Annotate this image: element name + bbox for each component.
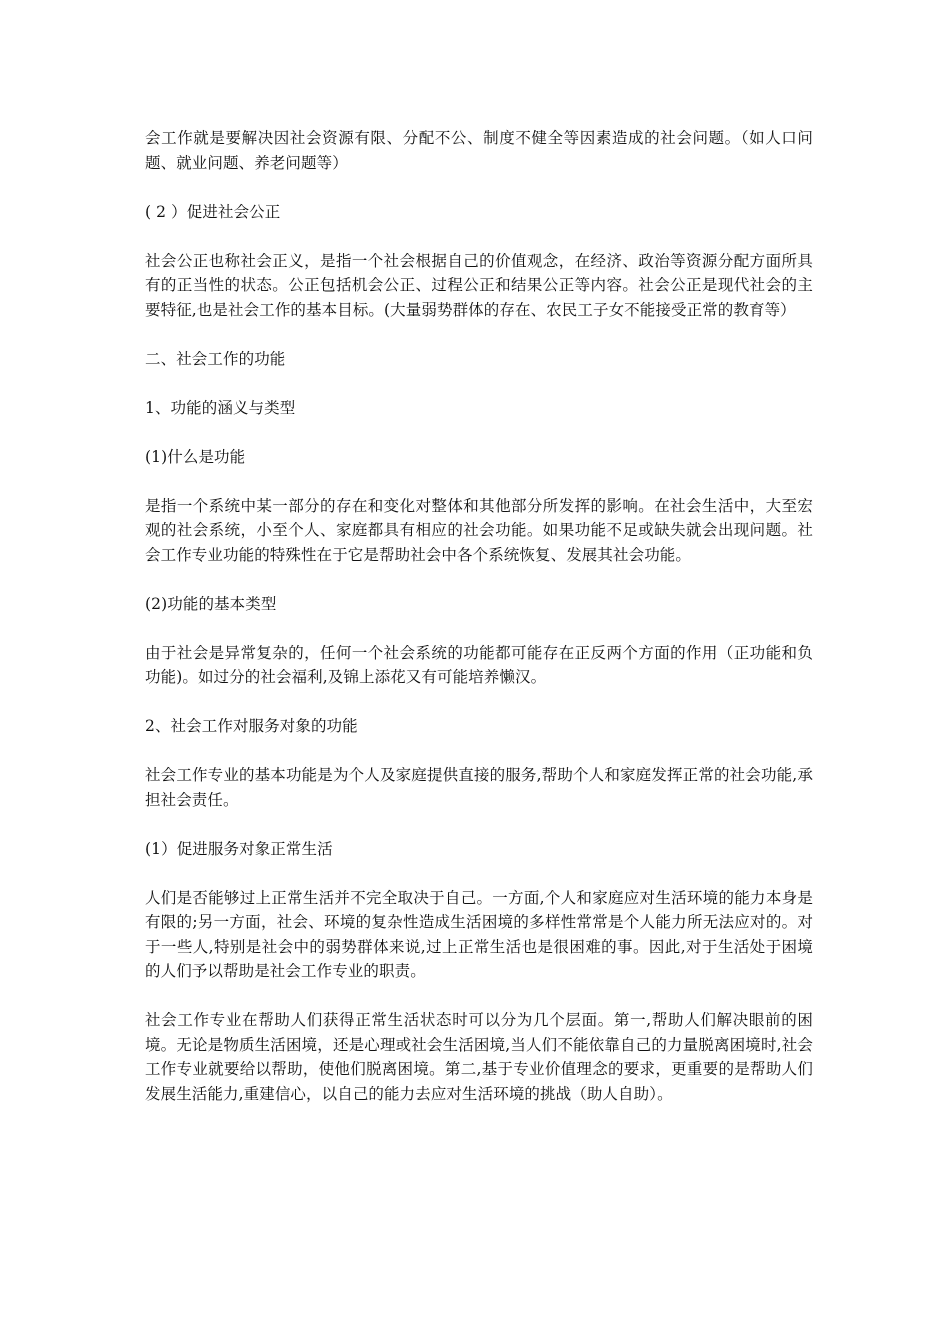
- heading-function-types: (2)功能的基本类型: [145, 594, 277, 613]
- paragraph-basic-function: 社会工作专业的基本功能是为个人及家庭提供直接的服务,帮助个人和家庭发挥正常的社会功能,承担社会责任。: [145, 766, 813, 809]
- paragraph-levels: 社会工作专业在帮助人们获得正常生活状态时可以分为几个层面。第一,帮助人们解决眼前的困境。无论是物质生活困境，还是心理或社会生活困境,当人们不能依靠自己的力量脱离困境时,社会工作专业就要给以帮助，使他们脱离困境。第二,基于专业价值理念的要求，更重要的是帮助人们发展生活能力,重建信心，以自己的能力去应对生活环境的挑战（助人自助）。: [145, 1011, 813, 1103]
- heading-function-meaning: 1、功能的涵义与类型: [145, 398, 296, 417]
- paragraph-social-justice: 社会公正也称社会正义，是指一个社会根据自己的价值观念，在经济、政治等资源分配方面所具有的正当性的状态。公正包括机会公正、过程公正和结果公正等内容。社会公正是现代社会的主要特征,也是社会工作的基本目标。(大量弱势群体的存在、农民工子女不能接受正常的教育等）: [145, 251, 813, 319]
- document-body: [145, 126, 813, 1131]
- paragraph-function-definition: 是指一个系统中某一部分的存在和变化对整体和其他部分所发挥的影响。在社会生活中，大至宏观的社会系统，小至个人、家庭都具有相应的社会功能。如果功能不足或缺失就会出现问题。社会工作专业功能的特殊性在于它是帮助社会中各个系统恢复、发展其社会功能。: [145, 496, 813, 564]
- heading-service-object-function: 2、社会工作对服务对象的功能: [145, 717, 358, 735]
- heading-what-is-function: (1)什么是功能: [145, 447, 246, 466]
- paragraph-function-types: 由于社会是异常复杂的，任何一个社会系统的功能都可能存在正反两个方面的作用（正功能和负功能)。如过分的社会福利,及锦上添花又有可能培养懒汉。: [145, 643, 813, 686]
- heading-section-two: 二、社会工作的功能: [145, 349, 286, 368]
- paragraph-normal-life: 人们是否能够过上正常生活并不完全取决于自己。一方面,个人和家庭应对生活环境的能力本身是有限的;另一方面，社会、环境的复杂性造成生活困境的多样性常常是个人能力所无法应对的。对于一些人,特别是社会中的弱势群体来说,过上正常生活也是很困难的事。因此,对于生活处于困境的人们予以帮助是社会工作专业的职责。: [145, 888, 813, 980]
- paragraph-intro-continuation: 会工作就是要解决因社会资源有限、分配不公、制度不健全等因素造成的社会问题。（如人口问题、就业问题、养老问题等）: [145, 129, 813, 172]
- heading-promote-social-justice: ( 2 ）促进社会公正: [145, 202, 281, 221]
- heading-normal-life: (1）促进服务对象正常生活: [145, 839, 333, 858]
